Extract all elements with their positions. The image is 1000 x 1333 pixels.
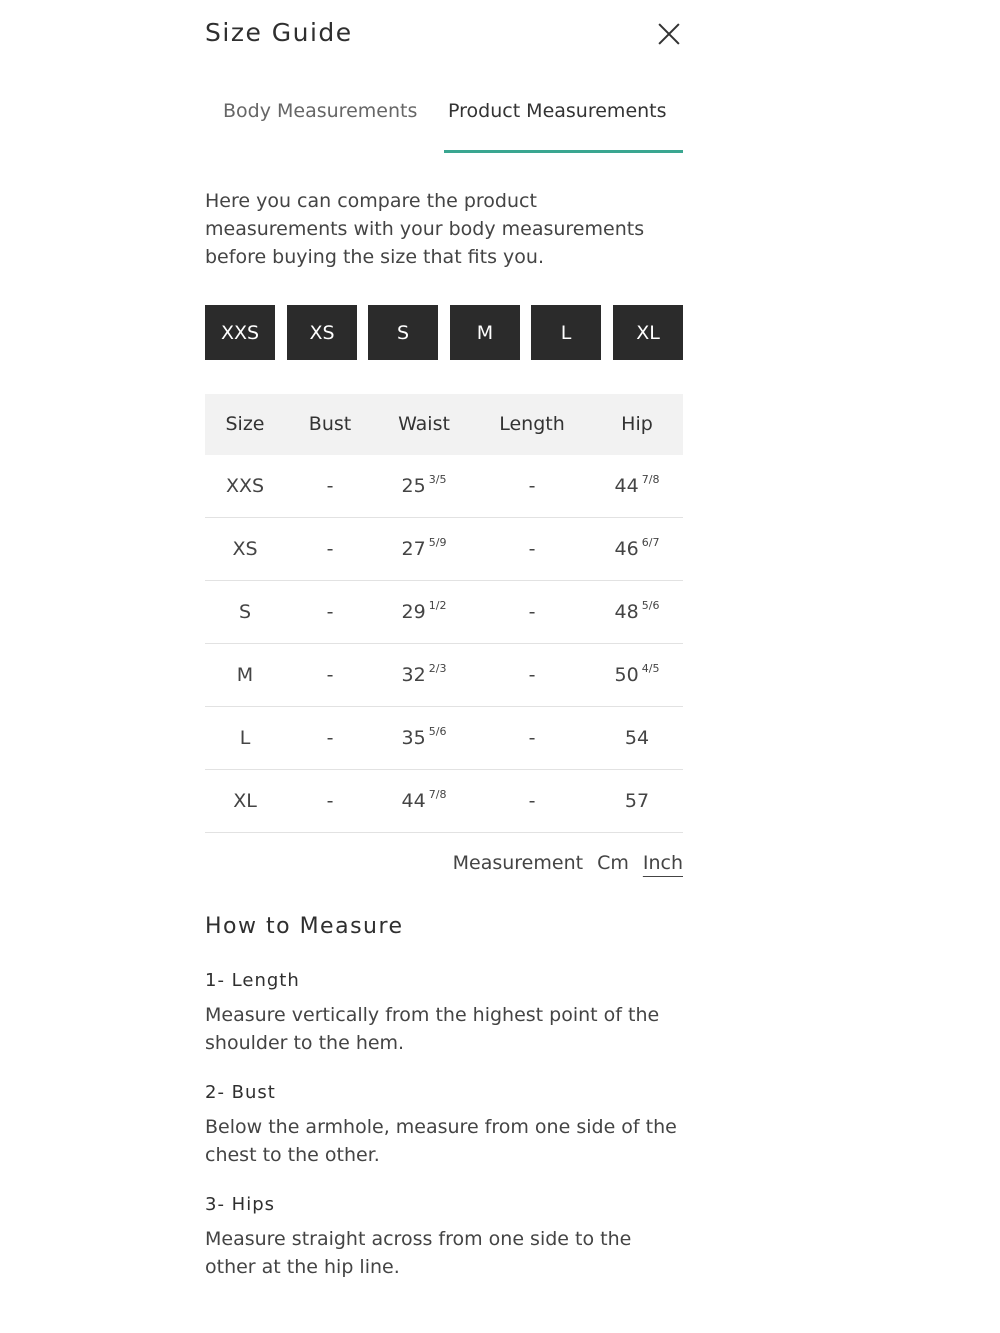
- cell-hip-fraction: 5/6: [641, 599, 660, 612]
- table-row: [205, 770, 683, 833]
- cell-size-value: XXS: [225, 475, 265, 497]
- cell-length-value: -: [528, 727, 536, 749]
- cell-hip-value: 44: [614, 475, 639, 497]
- page-title: Size Guide: [205, 18, 353, 47]
- cell-hip-value: 57: [624, 790, 650, 812]
- cell-waist-value: 29: [401, 601, 426, 623]
- cell-waist: [402, 770, 447, 832]
- cell-bust: [327, 518, 334, 580]
- cell-size-value: M: [236, 664, 254, 686]
- cell-hip: [615, 581, 660, 643]
- cell-hip-value: 54: [624, 727, 650, 749]
- cell-hip-value: 48: [614, 601, 639, 623]
- cell-size: [237, 644, 253, 706]
- cell-waist-value: 35: [401, 727, 426, 749]
- cell-bust-value: -: [326, 601, 334, 623]
- cell-hip: [615, 518, 660, 580]
- cell-size-value: XS: [232, 538, 258, 560]
- table-row: [205, 707, 683, 770]
- cell-bust: [327, 707, 334, 769]
- cell-length-value: -: [528, 664, 536, 686]
- size-button-l[interactable]: L: [531, 305, 601, 360]
- cell-waist-value: 27: [401, 538, 426, 560]
- size-button-m[interactable]: M: [450, 305, 520, 360]
- unit-option-inch[interactable]: Inch: [642, 852, 683, 874]
- cell-waist-fraction: 5/6: [428, 725, 447, 738]
- size-button-xs[interactable]: XS: [287, 305, 357, 360]
- cell-size: [233, 770, 257, 832]
- size-guide-header: [205, 14, 683, 54]
- table-row: [205, 518, 683, 581]
- how-to-measure-title: How to Measure: [205, 914, 404, 939]
- cell-length: [529, 770, 536, 832]
- cell-waist: [402, 518, 447, 580]
- cell-waist-value: 25: [401, 475, 426, 497]
- cell-bust: [327, 644, 334, 706]
- unit-switcher: [439, 852, 683, 874]
- cell-hip-fraction: 7/8: [641, 473, 660, 486]
- measure-step-length: [205, 970, 683, 1057]
- table-row: [205, 581, 683, 644]
- cell-hip: [625, 707, 649, 769]
- size-button-s[interactable]: S: [368, 305, 438, 360]
- cell-bust-value: -: [326, 475, 334, 497]
- cell-size-value: L: [239, 727, 251, 749]
- close-icon[interactable]: [655, 20, 683, 48]
- cell-length-value: -: [528, 538, 536, 560]
- step-text: Measure straight across from one side to the other at the hip line.: [205, 1228, 632, 1278]
- cell-waist: [402, 581, 447, 643]
- step-title: 2- Bust: [205, 1082, 276, 1103]
- cell-size-value: XL: [233, 790, 257, 812]
- column-header-hip: Hip: [621, 413, 653, 435]
- cell-size-value: S: [238, 601, 252, 623]
- cell-length: [529, 707, 536, 769]
- cell-hip-fraction: 6/7: [641, 536, 660, 549]
- cell-hip: [615, 644, 660, 706]
- size-selector: [205, 305, 683, 360]
- column-header-length: Length: [499, 413, 565, 435]
- tab-body-measurements[interactable]: Body Measurements: [223, 100, 418, 122]
- cell-waist-fraction: 1/2: [428, 599, 447, 612]
- cell-size: [240, 707, 251, 769]
- cell-waist: [402, 644, 447, 706]
- size-button-xl[interactable]: XL: [613, 305, 683, 360]
- cell-waist: [402, 707, 447, 769]
- cell-size: [226, 455, 264, 517]
- description-text: Here you can compare the product measurements with your body measurements before buying the size that fits you.: [205, 190, 645, 268]
- cell-waist-fraction: 5/9: [428, 536, 447, 549]
- cell-bust-value: -: [326, 790, 334, 812]
- tab-product-measurements[interactable]: Product Measurements: [448, 100, 667, 122]
- measure-step-hips: [205, 1194, 683, 1281]
- cell-length: [529, 518, 536, 580]
- table-row: [205, 644, 683, 707]
- table-row: [205, 455, 683, 518]
- cell-size: [232, 518, 257, 580]
- cell-hip: [625, 770, 649, 832]
- unit-label: Measurement: [452, 852, 584, 874]
- cell-bust: [327, 581, 334, 643]
- step-text: Below the armhole, measure from one side of the chest to the other.: [205, 1116, 677, 1166]
- cell-hip-fraction: 4/5: [641, 662, 660, 675]
- active-tab-indicator: [444, 150, 683, 153]
- cell-length-value: -: [528, 601, 536, 623]
- cell-hip-value: 46: [614, 538, 639, 560]
- tab-bar: [205, 100, 683, 156]
- cell-length: [529, 581, 536, 643]
- cell-waist: [402, 455, 447, 517]
- cell-size: [239, 581, 251, 643]
- cell-waist-fraction: 7/8: [428, 788, 447, 801]
- cell-waist-value: 44: [401, 790, 426, 812]
- cell-waist-fraction: 2/3: [428, 662, 447, 675]
- cell-hip: [615, 455, 660, 517]
- cell-bust-value: -: [326, 664, 334, 686]
- cell-bust-value: -: [326, 727, 334, 749]
- cell-length-value: -: [528, 790, 536, 812]
- cell-bust: [327, 455, 334, 517]
- cell-length: [529, 455, 536, 517]
- unit-option-cm[interactable]: Cm: [597, 852, 629, 874]
- step-text: Measure vertically from the highest point of the shoulder to the hem.: [205, 1004, 660, 1054]
- measure-step-bust: [205, 1082, 683, 1169]
- cell-length-value: -: [528, 475, 536, 497]
- column-header-size: Size: [225, 413, 265, 435]
- step-title: 3- Hips: [205, 1194, 276, 1215]
- step-title: 1- Length: [205, 970, 300, 991]
- cell-bust: [327, 770, 334, 832]
- size-button-xxs[interactable]: XXS: [205, 305, 275, 360]
- column-header-bust: Bust: [308, 413, 352, 435]
- cell-waist-value: 32: [401, 664, 426, 686]
- table-header: [205, 394, 683, 455]
- measurement-table: [205, 394, 683, 833]
- cell-waist-fraction: 3/5: [428, 473, 447, 486]
- cell-length: [529, 644, 536, 706]
- column-header-waist: Waist: [398, 413, 450, 435]
- cell-hip-value: 50: [614, 664, 639, 686]
- table-body: [205, 455, 683, 833]
- cell-bust-value: -: [326, 538, 334, 560]
